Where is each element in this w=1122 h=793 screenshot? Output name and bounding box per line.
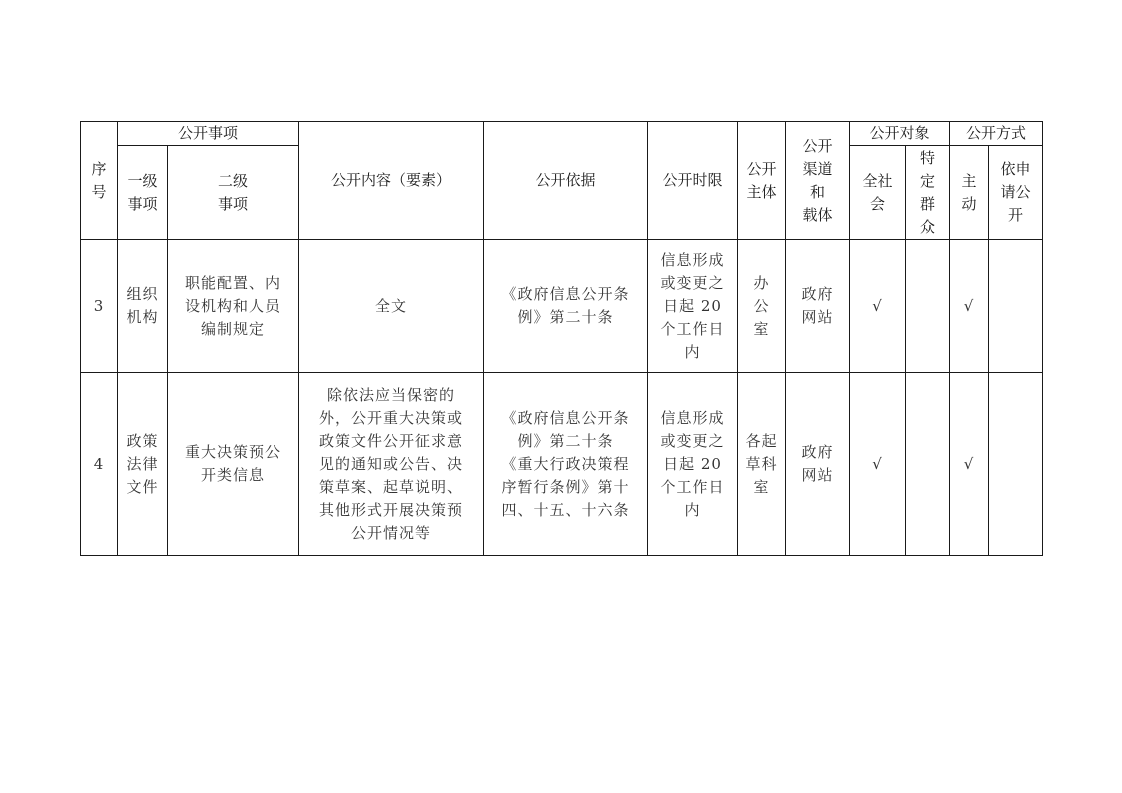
cell-target-all-check: √ [850,240,906,373]
header-items-group: 公开事项 [118,122,299,146]
cell-channel: 政府 网站 [786,373,850,556]
cell-channel: 政府 网站 [786,240,850,373]
header-target-group: 公开对象 [850,122,950,146]
cell-method-apply-check [989,240,1043,373]
cell-basis: 《政府信息公开条 例》第二十条 《重大行政决策程 序暂行条例》第十 四、十五、十六条 [484,373,648,556]
cell-level2: 职能配置、内 设机构和人员 编制规定 [168,240,299,373]
cell-time-limit: 信息形成 或变更之 日起 20 个工作日 内 [648,240,738,373]
cell-subject: 办 公 室 [738,240,786,373]
cell-target-specific-check [906,373,950,556]
cell-method-apply-check [989,373,1043,556]
cell-target-specific-check [906,240,950,373]
header-content: 公开内容（要素） [299,122,484,240]
header-target-specific: 特 定 群 众 [906,146,950,240]
header-level1: 一级 事项 [118,146,168,240]
table-row [81,373,1043,556]
cell-basis: 《政府信息公开条 例》第二十条 [484,240,648,373]
cell-level1: 政策 法律 文件 [118,373,168,556]
cell-subject: 各起 草科 室 [738,373,786,556]
header-subject: 公开 主体 [738,122,786,240]
header-channel: 公开 渠道 和 载体 [786,122,850,240]
table-row [81,240,1043,373]
cell-seq: 4 [81,373,118,556]
disclosure-table [80,121,1043,556]
cell-time-limit: 信息形成 或变更之 日起 20 个工作日 内 [648,373,738,556]
header-method-active: 主 动 [950,146,989,240]
cell-method-active-check: √ [950,373,989,556]
cell-seq: 3 [81,240,118,373]
header-level2: 二级 事项 [168,146,299,240]
cell-method-active-check: √ [950,240,989,373]
cell-level2: 重大决策预公 开类信息 [168,373,299,556]
cell-content: 除依法应当保密的 外，公开重大决策或 政策文件公开征求意 见的通知或公告、决 策草案、起草说明、 其他形式开展决策预 公开情况等 [299,373,484,556]
cell-content: 全文 [299,240,484,373]
cell-target-all-check: √ [850,373,906,556]
cell-level1: 组织 机构 [118,240,168,373]
header-basis: 公开依据 [484,122,648,240]
header-seq: 序 号 [81,122,118,240]
header-method-group: 公开方式 [950,122,1043,146]
header-time-limit: 公开时限 [648,122,738,240]
header-method-apply: 依申 请公 开 [989,146,1043,240]
header-row-top [81,122,1043,146]
header-target-all: 全社 会 [850,146,906,240]
